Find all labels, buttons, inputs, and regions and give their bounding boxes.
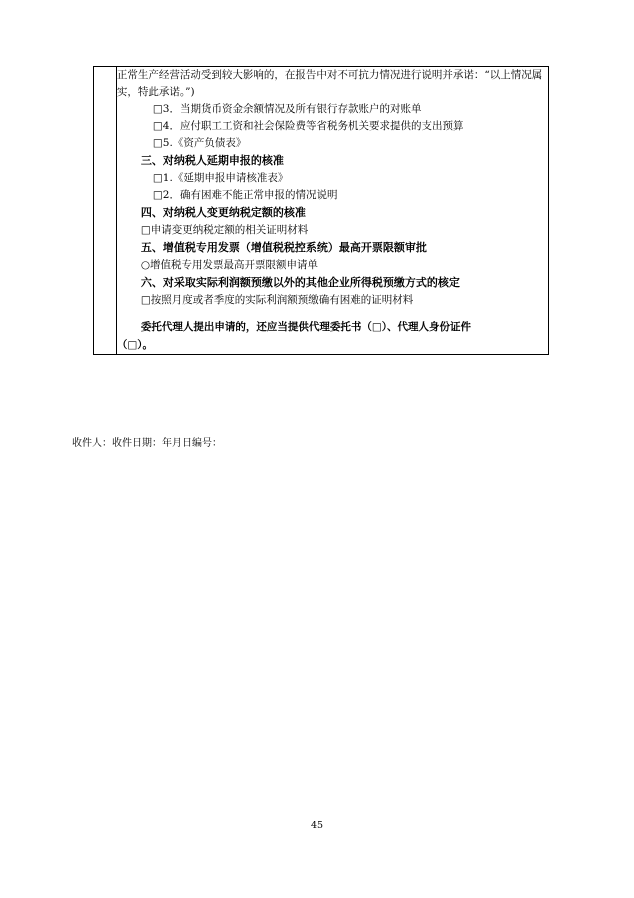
section-heading-5: 五、增值税专用发票（增值税税控系统）最高开票限额审批 [140,241,427,254]
table-cell-content [116,67,548,355]
checkbox-item[interactable]: □申请变更纳税定额的相关证明材料 [140,224,309,236]
closing-note-line-1: 委托代理人提出申请的，还应当提供代理委托书（□）、代理人身份证件 [140,321,472,333]
radio-item[interactable]: ○增值税专用发票最高开票限额申请单 [140,259,319,271]
table-row [94,67,549,355]
section-heading-3: 三、对纳税人延期申报的核准 [140,154,284,167]
checkbox-item[interactable]: □4．应付职工工资和社会保险费等省税务机关要求提供的支出预算 [152,120,464,132]
table-cell-left-label [94,67,117,355]
checkbox-item[interactable]: □按照月度或者季度的实际利润额预缴确有困难的证明材料 [140,294,414,306]
section-heading-4: 四、对纳税人变更纳税定额的核准 [140,206,306,219]
section-heading-6: 六、对采取实际利润额预缴以外的其他企业所得税预缴方式的核定 [140,276,460,289]
checkbox-item[interactable]: □1.《延期申报申请核准表》 [152,172,289,184]
checkbox-item[interactable]: □3．当期货币资金余额情况及所有银行存款账户的对账单 [152,103,422,115]
closing-note-line-2: （□）。 [116,339,154,351]
spacer [117,309,548,318]
form-table [93,66,549,355]
checkbox-item[interactable]: □2．确有困难不能正常申报的情况说明 [152,189,338,201]
page-number: 45 [310,820,324,831]
checkbox-item[interactable]: □5.《资产负债表》 [152,137,247,149]
intro-paragraph: 正常生产经营活动受到较大影响的，在报告中对不可抗力情况进行说明并承诺：“以上情况属实，特此承诺。”) [116,69,543,98]
receiver-info-line: 收件人：收件日期：年月日编号： [72,438,222,449]
